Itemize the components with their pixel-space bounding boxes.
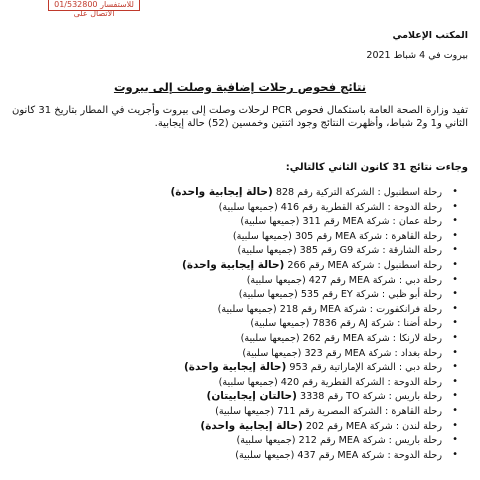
bullet-icon: • bbox=[452, 186, 458, 197]
positive-count: (حالة إيجابية واحدة) bbox=[182, 258, 285, 271]
list-item: • رحلة أبو ظبي : شركة EY رقم 535 (جميعها سلبية) bbox=[238, 288, 458, 301]
list-item: • رحلة لندن : شركة MEA رقم 202 (حالة إيجابية واحدة) bbox=[200, 419, 458, 432]
bullet-icon: • bbox=[452, 244, 458, 256]
bullet-icon: • bbox=[452, 448, 458, 460]
bullet-icon: • bbox=[452, 419, 458, 431]
document-date: بيروت في 4 شباط 2021 bbox=[366, 50, 468, 61]
flight-results-list bbox=[170, 185, 458, 462]
list-item: • رحلة اسطنبول : شركة MEA رقم 266 (حالة إيجابية واحدة) bbox=[182, 258, 458, 271]
list-item: • رحلة باريس : شركة MEA رقم 212 (جميعها سلبية) bbox=[236, 434, 458, 447]
bullet-icon: • bbox=[452, 375, 458, 387]
list-item: • رحلة فرانكفورت : شركة MEA رقم 218 (جميعها سلبية) bbox=[217, 302, 458, 315]
positive-count: (حالة إيجابية واحدة) bbox=[183, 361, 287, 374]
list-item: • رحلة أضنا : شركة AJ رقم 7836 (جميعها سلبية) bbox=[250, 317, 458, 330]
bullet-icon: • bbox=[452, 215, 458, 227]
list-item: • رحلة لارنكا : شركة MEA رقم 262 (جميعها سلبية) bbox=[240, 331, 458, 344]
bullet-icon: • bbox=[452, 229, 458, 241]
positive-count: (حالة إيجابية واحدة) bbox=[170, 186, 273, 198]
bullet-icon: • bbox=[452, 404, 458, 416]
bullet-icon: • bbox=[452, 273, 458, 285]
list-item: • رحلة الشارقة : شركة G9 رقم 385 (جميعها سلبية) bbox=[237, 244, 458, 257]
list-item: • رحلة الدوحة : الشركة القطرية رقم 416 (جميعها سلبية) bbox=[218, 200, 458, 213]
bullet-icon: • bbox=[452, 390, 458, 402]
contact-note-box bbox=[48, 0, 140, 18]
results-heading: وجاءت نتائج 31 كانون الثاني كالتالي: bbox=[285, 162, 468, 173]
bullet-icon: • bbox=[452, 288, 458, 300]
bullet-icon: • bbox=[452, 317, 458, 329]
document-title: نتائج فحوص رحلات إضافية وصلت إلى بيروت bbox=[113, 80, 367, 94]
positive-count: (حالتان إيجابيتان) bbox=[206, 390, 297, 403]
list-item: • رحلة دبي : الشركة الإماراتية رقم 953 (حالة إيجابية واحدة) bbox=[183, 361, 458, 374]
list-item: • رحلة الدوحة : شركة MEA رقم 437 (جميعها سلبية) bbox=[235, 448, 458, 461]
list-item: • رحلة باريس : شركة TO رقم 3338 (حالتان إيجابيتان) bbox=[206, 390, 458, 403]
positive-count: (حالة إيجابية واحدة) bbox=[200, 419, 303, 432]
intro-paragraph: تفيد وزارة الصحة العامة باستكمال فحوص PCR لرحلات وصلت إلى بيروت وأجريت في المطار بتاريخ 31 كانون الثاني و1 و2 شباط، وأظهرت النتائج وجود اثنتين وخمسين (52) حالة إيجابية. bbox=[12, 105, 468, 129]
bullet-icon: • bbox=[452, 361, 458, 373]
contact-note: 01/532800 للاستفسار الاتصال على bbox=[54, 0, 134, 18]
bullet-icon: • bbox=[452, 346, 458, 358]
list-item: • رحلة دبي : شركة MEA رقم 427 (جميعها سلبية) bbox=[246, 273, 458, 286]
list-item: • رحلة بغداد : شركة MEA رقم 323 (جميعها سلبية) bbox=[242, 346, 458, 359]
bullet-icon: • bbox=[452, 302, 458, 314]
list-item: • رحلة القاهرة : شركة MEA رقم 305 (جميعها سلبية) bbox=[232, 229, 458, 242]
list-item: • رحلة القاهرة : الشركة المصرية رقم 711 (جميعها سلبية) bbox=[215, 404, 458, 417]
bullet-icon: • bbox=[452, 434, 458, 446]
list-item: • رحلة عمان : شركة MEA رقم 311 (جميعها سلبية) bbox=[240, 215, 458, 228]
press-office-label: المكتب الإعلامي bbox=[392, 30, 468, 41]
list-item: • رحلة اسطنبول : الشركة التركية رقم 828 (حالة إيجابية واحدة) bbox=[170, 186, 458, 198]
list-item: • رحلة الدوحة : الشركة القطرية رقم 420 (جميعها سلبية) bbox=[218, 375, 458, 388]
bullet-icon: • bbox=[452, 258, 458, 270]
bullet-icon: • bbox=[452, 200, 458, 212]
bullet-icon: • bbox=[452, 331, 458, 343]
